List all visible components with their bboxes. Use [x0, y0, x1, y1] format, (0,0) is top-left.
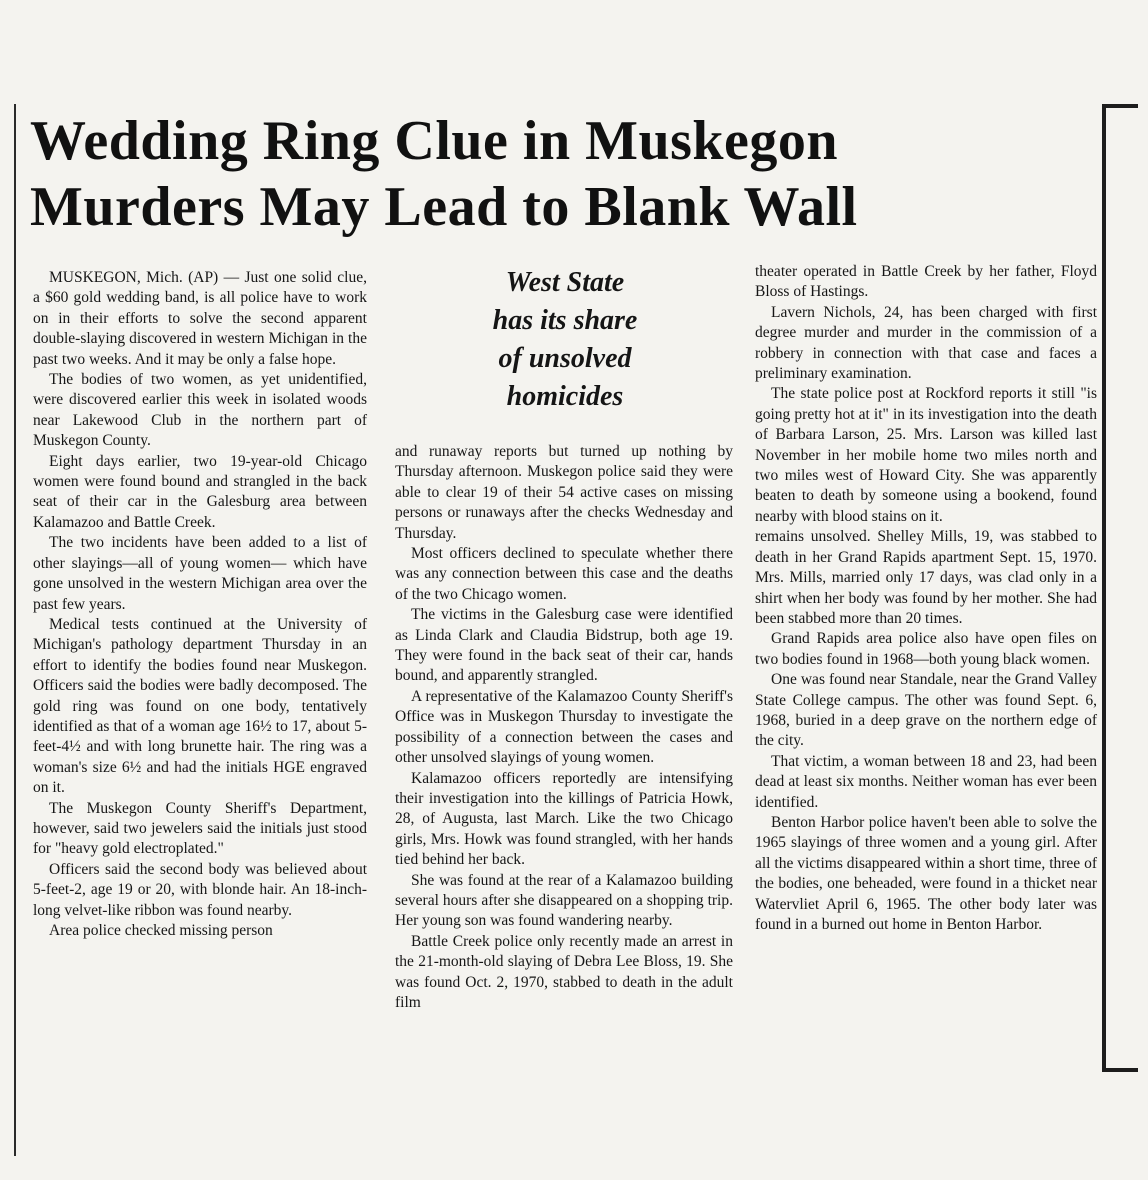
- paragraph: Officers said the second body was believed about 5-feet-2, age 19 or 20, with blonde hair. An 18-inch-long velvet-like ribbon was found nearby.: [33, 860, 367, 919]
- paragraph: and runaway reports but turned up nothing by Thursday afternoon. Muskegon police said they were able to clear 19 of their 54 active cases on missing persons or runaways after the checks Wednesday and Thursday.: [395, 443, 733, 542]
- article-column-2: [395, 442, 733, 1013]
- paragraph: MUSKEGON, Mich. (AP) — Just one solid clue, a $60 gold wedding band, is all police have to work on in their efforts to solve the second apparent double-slaying discovered in western Michigan in the past two weeks. And it may be only a false hope.: [33, 269, 367, 368]
- kicker-subhead: [415, 264, 715, 416]
- article-column-3: [755, 262, 1097, 935]
- article-column-1: [33, 268, 367, 941]
- paragraph: She was found at the rear of a Kalamazoo building several hours after she disappeared on a shopping trip. Her young son was found wandering nearby.: [395, 871, 733, 930]
- paragraph: Lavern Nichols, 24, has been charged with first degree murder and murder in the commission of a robbery in connection with that case and faces a preliminary examination.: [755, 303, 1097, 383]
- kicker-line-4: homicides: [506, 381, 624, 412]
- paragraph: A representative of the Kalamazoo County Sheriff's Office was in Muskegon Thursday to investigate the possibility of a connection between the cases and other unsolved slayings of young women.: [395, 687, 733, 767]
- paragraph: The victims in the Galesburg case were identified as Linda Clark and Claudia Bidstrup, both age 19. They were found in the back seat of their car, hands bound, and apparently strangled.: [395, 606, 733, 685]
- left-column-rule: [14, 104, 16, 1156]
- paragraph: remains unsolved. Shelley Mills, 19, was stabbed to death in her Grand Rapids apartment Sept. 15, 1970. Mrs. Mills, married only 17 days, was clad only in a shirt when her body was found by her mother. She had been stabbed more than 20 times.: [755, 528, 1097, 627]
- headline-line-1: Wedding Ring Clue in Muskegon: [30, 110, 839, 172]
- paragraph: Kalamazoo officers reportedly are intensifying their investigation into the killings of Patricia Howk, 28, of Augusta, last March. Like the two Chicago girls, Mrs. Howk was found strangled, with her hands tied behind her back.: [395, 769, 733, 869]
- paragraph: The Muskegon County Sheriff's Department, however, said two jewelers said the initials just stood for "heavy gold electroplated.": [33, 799, 367, 858]
- kicker-line-2: has its share: [492, 305, 638, 336]
- right-border-rule: [1102, 104, 1106, 1072]
- kicker-line-1: West State: [505, 267, 625, 298]
- paragraph: Medical tests continued at the University of Michigan's pathology department Thursday in an effort to identify the bodies found near Muskegon. Officers said the bodies were badly decomposed. The gold ring was found on one body, tentatively identified as that of a woman age 16½ to 17, about 5-feet-4½ and with long brunette hair. The ring was a woman's size 6½ and had the initials HGE engraved on it.: [33, 615, 367, 797]
- paragraph: One was found near Standale, near the Grand Valley State College campus. The other was found Sept. 6, 1968, buried in a deep grave on the northern edge of the city.: [755, 671, 1097, 750]
- right-border-bottom: [1102, 1068, 1138, 1072]
- paragraph: Battle Creek police only recently made an arrest in the 21-month-old slaying of Debra Lee Bloss, 19. She was found Oct. 2, 1970, stabbed to death in the adult film: [395, 932, 733, 1011]
- paragraph: Most officers declined to speculate whether there was any connection between this case and the deaths of the two Chicago women.: [395, 545, 733, 603]
- right-border-top: [1102, 104, 1138, 108]
- paragraph: The two incidents have been added to a list of other slayings—all of young women— which have gone unsolved in the western Michigan area over the past few years.: [33, 534, 367, 613]
- paragraph: Eight days earlier, two 19-year-old Chicago women were found bound and strangled in the back seat of their car in the Galesburg area between Kalamazoo and Battle Creek.: [33, 452, 367, 531]
- paragraph: theater operated in Battle Creek by her father, Floyd Bloss of Hastings.: [755, 263, 1097, 301]
- paragraph: That victim, a woman between 18 and 23, had been dead at least six months. Neither woman has ever been identified.: [755, 752, 1097, 811]
- paragraph: The bodies of two women, as yet unidentified, were discovered earlier this week in isolated woods near Lakewood Club in the northern part of Muskegon County.: [33, 371, 367, 450]
- paragraph: Area police checked missing person: [49, 922, 273, 939]
- headline-line-2: Murders May Lead to Blank Wall: [30, 176, 858, 238]
- paragraph: Grand Rapids area police also have open files on two bodies found in 1968—both young black women.: [755, 630, 1097, 668]
- paragraph: The state police post at Rockford reports it still "is going pretty hot at it" in its investigation into the death of Barbara Larson, 25. Mrs. Larson was killed last November in her mobile home two miles north and two miles west of Howard City. She was apparently beaten to death by someone using a bookend, found nearby with blood stains on it.: [755, 385, 1097, 525]
- kicker-line-3: of unsolved: [498, 343, 632, 374]
- headline: [30, 108, 1090, 240]
- paragraph: Benton Harbor police haven't been able to solve the 1965 slayings of three women and a young girl. After all the victims disappeared within a short time, three of the bodies, one beheaded, were found in a thicket near Watervliet April 6, 1965. The other body later was found in a burned out home in Benton Harbor.: [755, 813, 1097, 933]
